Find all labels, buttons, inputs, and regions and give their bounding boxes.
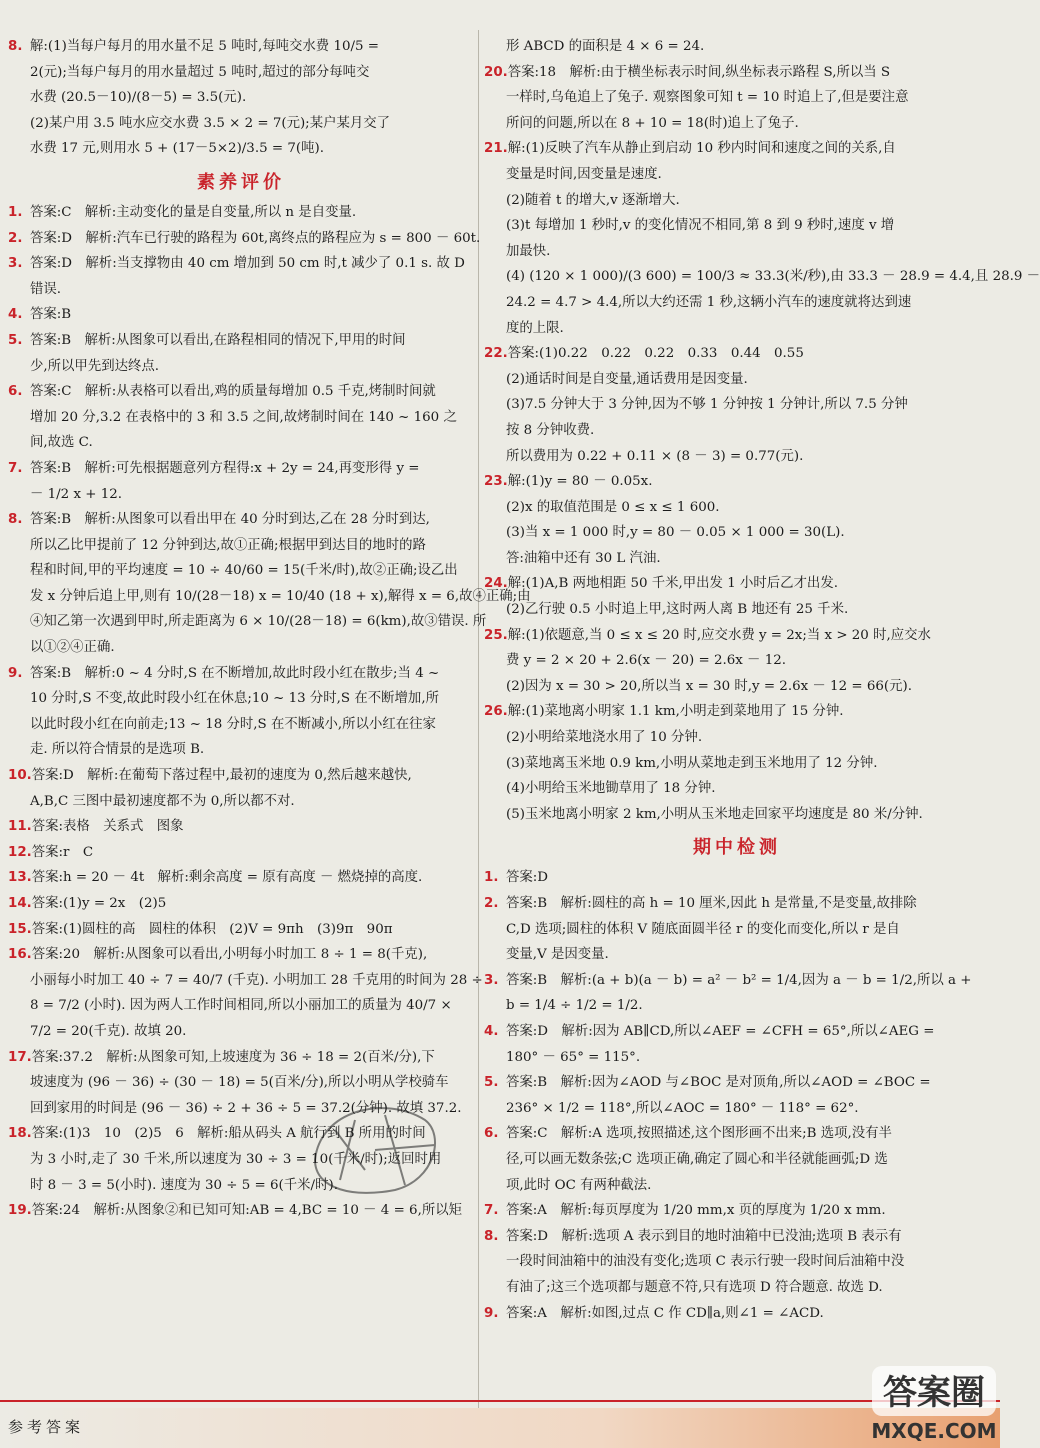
answer-entry bbox=[484, 571, 990, 622]
answer-text: (3)7.5 分钟大于 3 分钟,因为不够 1 分钟按 1 分钟计,所以 7.5 分钟 bbox=[506, 397, 908, 413]
answer-text: 发 x 分钟后追上甲,则有 10/(28－18) x = 10/40 (18 + x),解得 x = 6,故④正确;由 bbox=[30, 588, 531, 604]
answer-text: (3)当 x = 1 000 时,y = 80 － 0.05 × 1 000 = 30(L). bbox=[506, 525, 845, 541]
answer-text: 答案:20 解析:从图象可以看出,小明每小时加工 8 ÷ 1 = 8(千克), bbox=[31, 947, 428, 963]
answer-text: 答案:B 解析:0 ~ 4 分时,S 在不断增加,故此时段小红在散步;当 4 ~ bbox=[30, 665, 440, 681]
answer-entry bbox=[8, 1198, 474, 1224]
answer-text: 以此时段小红在向前走;13 ~ 18 分时,S 在不断减小,所以小红在往家 bbox=[30, 716, 436, 732]
answer-line bbox=[8, 456, 474, 482]
answer-text: 解:(1)y = 80 － 0.05x. bbox=[507, 474, 653, 490]
answer-entry bbox=[8, 891, 474, 917]
answer-entry bbox=[484, 623, 990, 700]
question-number: 9. bbox=[8, 665, 23, 681]
answer-text: 答案:18 解析:由于横坐标表示时间,纵坐标表示路程 S,所以当 S bbox=[507, 64, 891, 80]
answer-text: 一段时间油箱中的油没有变化;选项 C 表示行驶一段时间后油箱中没 bbox=[506, 1254, 905, 1270]
answer-line bbox=[484, 392, 990, 418]
watermark-text: 答案圈 bbox=[883, 1373, 985, 1413]
answer-text: 水费 17 元,则用水 5 + (17－5×2)/3.5 = 7(吨). bbox=[30, 141, 324, 157]
answer-text: (2)乙行驶 0.5 小时追上甲,这时两人离 B 地还有 25 千米. bbox=[506, 602, 849, 618]
answer-text: ④知乙第一次遇到甲时,所走距离为 6 × 10/(28－18) = 6(km),故③错误. 所 bbox=[30, 614, 487, 630]
answer-line bbox=[484, 546, 990, 572]
answer-entry bbox=[8, 763, 474, 814]
answer-line bbox=[8, 379, 474, 405]
answer-text: 径,可以画无数条弦;C 选项正确,确定了圆心和半径就能画弧;D 选 bbox=[506, 1151, 888, 1167]
answer-text: 7/2 = 20(千克). 故填 20. bbox=[30, 1023, 187, 1039]
answer-text: (2)随着 t 的增大,v 逐渐增大. bbox=[506, 192, 680, 208]
answer-line bbox=[8, 942, 474, 968]
answer-text: b = 1/4 ÷ 1/2 = 1/2. bbox=[506, 998, 643, 1014]
answer-text: 答案:C 解析:A 选项,按照描述,这个图形画不出来;B 选项,没有半 bbox=[506, 1126, 892, 1142]
answer-entry bbox=[484, 1121, 990, 1198]
answer-line bbox=[8, 558, 474, 584]
answer-text: 答案:B 解析:从图象可以看出甲在 40 分时到达,乙在 28 分时到达, bbox=[30, 512, 430, 528]
answer-entry bbox=[484, 1019, 990, 1070]
answer-entry bbox=[8, 379, 474, 456]
footer-label: 参考答案 bbox=[8, 1418, 85, 1436]
answer-entry bbox=[484, 865, 990, 891]
answer-text: 答案:C 解析:主动变化的量是自变量,所以 n 是自变量. bbox=[30, 204, 357, 220]
answer-entry bbox=[8, 917, 474, 943]
answer-entry bbox=[8, 328, 474, 379]
answer-text: 解:(1)菜地离小明家 1.1 km,小明走到菜地用了 15 分钟. bbox=[507, 704, 844, 720]
answer-line bbox=[484, 520, 990, 546]
answer-text: 所问的问题,所以在 8 + 10 = 18(时)追上了兔子. bbox=[506, 115, 799, 131]
question-number: 8. bbox=[8, 512, 23, 528]
answer-text: 水费 (20.5－10)/(8－5) = 3.5(元). bbox=[30, 90, 247, 106]
answer-line bbox=[484, 162, 990, 188]
answer-text: 答案:(1)3 10 (2)5 6 解析:船从码头 A 航行到 B 所用的时间 bbox=[31, 1126, 426, 1142]
answer-text: 答案:B 解析:因为∠AOD 与∠BOC 是对顶角,所以∠AOD = ∠BOC = bbox=[506, 1075, 931, 1091]
answer-entry bbox=[484, 341, 990, 469]
answer-line bbox=[484, 495, 990, 521]
answer-line bbox=[8, 533, 474, 559]
answer-text: 180° － 65° = 115°. bbox=[506, 1049, 641, 1065]
answer-text: (2)因为 x = 30 > 20,所以当 x = 30 时,y = 2.6x － 12 = 66(元). bbox=[506, 678, 912, 694]
answer-line bbox=[8, 302, 474, 328]
answer-line bbox=[484, 597, 990, 623]
answer-entry bbox=[8, 200, 474, 226]
answer-line bbox=[484, 1173, 990, 1199]
answer-line bbox=[8, 200, 474, 226]
answer-text: (4) (120 × 1 000)/(3 600) = 100/3 ≈ 33.3(米/秒),由 33.3 － 28.9 = 4.4,且 28.9 － bbox=[506, 269, 1040, 285]
question-number: 14. bbox=[8, 896, 32, 911]
answer-text: 项,此时 OC 有两种截法. bbox=[506, 1177, 652, 1193]
answer-line bbox=[484, 1121, 990, 1147]
answer-line bbox=[484, 316, 990, 342]
question-number: 3. bbox=[484, 972, 499, 988]
answer-text: 答案:h = 20 － 4t 解析:剩余高度 = 原有高度 － 燃烧掉的高度. bbox=[31, 870, 423, 886]
answer-line bbox=[8, 789, 474, 815]
answer-text: 答案:D bbox=[506, 870, 549, 886]
answer-entry bbox=[484, 136, 1040, 341]
answer-text: 答案:r C bbox=[31, 844, 94, 860]
answer-line bbox=[484, 290, 990, 316]
question-number: 8. bbox=[8, 39, 23, 54]
answer-text: 236° × 1/2 = 118°,所以∠AOC = 180° － 118° = 62°. bbox=[506, 1100, 859, 1116]
question-number: 8. bbox=[484, 1228, 499, 1244]
answer-text: 解:(1)A,B 两地相距 50 千米,甲出发 1 小时后乙才出发. bbox=[507, 576, 838, 592]
answer-text: 变量是时间,因变量是速度. bbox=[506, 166, 662, 182]
answer-text: C,D 选项;圆柱的体积 V 随底面圆半径 r 的变化而变化,所以 r 是自 bbox=[506, 921, 900, 937]
answer-line bbox=[484, 444, 990, 470]
section-title: 素养评价 bbox=[197, 171, 285, 193]
answer-line bbox=[484, 213, 990, 239]
answer-text: 小丽每小时加工 40 ÷ 7 = 40/7 (千克). 小明加工 28 千克用的时间为 28 ÷ bbox=[30, 972, 483, 988]
answer-text: 答案:B 解析:从图象可以看出,在路程相同的情况下,甲用的时间 bbox=[30, 332, 406, 348]
answer-line bbox=[8, 277, 474, 303]
answer-text: 答案:37.2 解析:从图象可知,上坡速度为 36 ÷ 18 = 2(百米/分),下 bbox=[31, 1049, 435, 1065]
answer-text: (3)t 每增加 1 秒时,v 的变化情况不相同,第 8 到 9 秒时,速度 v 增 bbox=[506, 218, 895, 234]
question-number: 20. bbox=[484, 64, 508, 80]
answer-text: (2)某户用 3.5 吨水应交水费 3.5 × 2 = 7(元);某户某月交了 bbox=[30, 115, 391, 131]
answer-text: 坡速度为 (96 － 36) ÷ (30 － 18) = 5(百米/分),所以小明从学校骑车 bbox=[30, 1075, 449, 1091]
answer-line bbox=[8, 405, 474, 431]
answer-text: 答案:B bbox=[30, 307, 72, 323]
question-number: 24. bbox=[484, 576, 508, 592]
answer-line bbox=[484, 623, 990, 649]
answer-text: 答案:24 解析:从图象②和已知可知:AB = 4,BC = 10 － 4 = 6,所以矩 bbox=[31, 1203, 463, 1219]
question-number: 13. bbox=[8, 870, 32, 886]
answer-entry bbox=[484, 699, 990, 827]
answer-line bbox=[8, 85, 474, 111]
answer-line bbox=[8, 251, 474, 277]
question-number: 7. bbox=[484, 1203, 499, 1219]
answer-text: 一样时,乌龟追上了兔子. 观察图象可知 t = 10 时追上了,但是要注意 bbox=[506, 90, 909, 106]
question-number: 5. bbox=[8, 332, 23, 348]
answer-entry bbox=[8, 302, 474, 328]
answer-line bbox=[484, 1275, 990, 1301]
answer-text: (5)玉米地离小明家 2 km,小明从玉米地走回家平均速度是 80 米/分钟. bbox=[506, 806, 923, 822]
answer-line bbox=[8, 430, 474, 456]
answer-entry bbox=[8, 840, 474, 866]
answer-text: 时 8 － 3 = 5(小时). 速度为 30 ÷ 5 = 6(千米/时). bbox=[30, 1177, 338, 1193]
answer-line bbox=[484, 34, 990, 60]
answer-line bbox=[8, 34, 474, 60]
answer-line bbox=[484, 1301, 990, 1327]
handwritten-stamp bbox=[295, 1090, 455, 1200]
answer-text: 少,所以甲先到达终点. bbox=[30, 358, 160, 374]
question-number: 6. bbox=[8, 384, 23, 400]
answer-text: 度的上限. bbox=[506, 320, 564, 336]
answer-line bbox=[484, 136, 990, 162]
question-number: 17. bbox=[8, 1049, 32, 1065]
section-title: 期中检测 bbox=[693, 837, 781, 859]
answer-line bbox=[484, 571, 990, 597]
answer-line bbox=[8, 814, 474, 840]
answer-line bbox=[484, 341, 990, 367]
answer-line bbox=[484, 264, 1040, 290]
question-number: 12. bbox=[8, 844, 32, 860]
question-number: 3. bbox=[8, 256, 23, 272]
answer-text: 答案:表格 关系式 图象 bbox=[31, 819, 184, 835]
answer-text: 回到家用的时间是 (96 － 36) ÷ 2 + 36 ÷ 5 = 37.2(分钟). 故填 37.2. bbox=[30, 1100, 462, 1116]
answer-text: 答案:B 解析:圆柱的高 h = 10 厘米,因此 h 是常量,不是变量,故排除 bbox=[506, 896, 917, 911]
answer-line bbox=[484, 751, 990, 777]
footer-rule bbox=[0, 1400, 1000, 1402]
answer-line bbox=[484, 891, 990, 917]
answer-text: (3)菜地离玉米地 0.9 km,小明从菜地走到玉米地用了 12 分钟. bbox=[506, 755, 878, 771]
answer-text: 24.2 = 4.7 > 4.4,所以大约还需 1 秒,这辆小汽车的速度就将达到速 bbox=[506, 294, 912, 310]
answer-entry bbox=[484, 34, 990, 60]
answer-entry bbox=[484, 968, 990, 1019]
answer-text: 解:(1)反映了汽车从静止到启动 10 秒内时间和速度之间的关系,自 bbox=[507, 141, 896, 157]
answer-text: (2)通话时间是自变量,通话费用是因变量. bbox=[506, 371, 748, 387]
answer-text: 间,故选 C. bbox=[30, 435, 93, 451]
answer-entry bbox=[484, 1198, 990, 1224]
question-number: 16. bbox=[8, 947, 32, 963]
answer-line bbox=[484, 865, 990, 891]
answer-line bbox=[484, 1070, 990, 1096]
answer-text: 变量,V 是因变量. bbox=[506, 947, 609, 963]
answer-line bbox=[484, 1147, 990, 1173]
answer-entry bbox=[8, 814, 474, 840]
answer-entry bbox=[484, 1070, 990, 1121]
answer-line bbox=[8, 136, 474, 162]
answer-entry bbox=[8, 34, 474, 162]
answer-line bbox=[8, 891, 474, 917]
answer-line bbox=[484, 469, 990, 495]
answer-line bbox=[484, 802, 990, 828]
answer-text: － 1/2 x + 12. bbox=[30, 486, 123, 502]
question-number: 5. bbox=[484, 1075, 499, 1091]
answer-entry bbox=[8, 226, 481, 252]
answer-text: (2)x 的取值范围是 0 ≤ x ≤ 1 600. bbox=[506, 499, 720, 515]
answer-text: 有油了;这三个选项都与题意不符,只有选项 D 符合题意. 故选 D. bbox=[506, 1279, 883, 1295]
answer-entry bbox=[8, 251, 474, 302]
answer-line bbox=[484, 1045, 990, 1071]
answer-text: 按 8 分钟收费. bbox=[506, 422, 595, 438]
answer-text: 形 ABCD 的面积是 4 × 6 = 24. bbox=[506, 39, 705, 54]
answer-entry bbox=[484, 1224, 990, 1301]
question-number: 15. bbox=[8, 921, 32, 937]
answer-line bbox=[484, 1249, 990, 1275]
answer-line bbox=[8, 737, 474, 763]
answer-line bbox=[484, 367, 990, 393]
answer-line bbox=[8, 712, 474, 738]
answer-line bbox=[484, 188, 990, 214]
answer-line bbox=[8, 60, 474, 86]
right-column bbox=[484, 34, 1040, 1326]
answer-line bbox=[484, 239, 990, 265]
question-number: 11. bbox=[8, 819, 32, 835]
question-number: 7. bbox=[8, 460, 23, 476]
answer-line bbox=[8, 840, 474, 866]
answer-text: (2)小明给菜地浇水用了 10 分钟. bbox=[506, 730, 703, 746]
answer-text: 8 = 7/2 (小时). 因为两人工作时间相同,所以小丽加工的质量为 40/7 × bbox=[30, 998, 452, 1014]
watermark-logo bbox=[870, 1360, 1000, 1448]
answer-text: 所以费用为 0.22 + 0.11 × (8 － 3) = 0.77(元). bbox=[506, 448, 804, 464]
watermark-site: MXQE.COM bbox=[871, 1419, 997, 1443]
answer-line bbox=[484, 725, 990, 751]
answer-text: 所以乙比甲提前了 12 分钟到达,故①正确;根据甲到达目的地时的路 bbox=[30, 537, 426, 553]
question-number: 6. bbox=[484, 1126, 499, 1142]
answer-text: 答案:D 解析:汽车已行驶的路程为 60t,离终点的路程应为 s = 800 － 60t. bbox=[30, 230, 481, 246]
answer-line bbox=[8, 111, 474, 137]
answer-line bbox=[8, 993, 474, 1019]
answer-line bbox=[484, 674, 990, 700]
answer-entry bbox=[484, 60, 990, 137]
answer-text: 程和时间,甲的平均速度 = 10 ÷ 40/60 = 15(千米/时),故②正确;设乙出 bbox=[30, 563, 458, 579]
answer-line bbox=[8, 661, 474, 687]
answer-text: 以①②④正确. bbox=[30, 640, 115, 656]
answer-text: 答案:D 解析:在葡萄下落过程中,最初的速度为 0,然后越来越快, bbox=[31, 768, 412, 784]
answer-line bbox=[484, 418, 990, 444]
answer-text: 走. 所以符合情景的是选项 B. bbox=[30, 742, 205, 758]
answer-text: 答案:A 解析:每页厚度为 1/20 mm,x 页的厚度为 1/20 x mm. bbox=[506, 1203, 886, 1219]
answer-text: 答案:(1)圆柱的高 圆柱的体积 (2)V = 9πh (3)9π 90π bbox=[31, 921, 393, 937]
answer-line bbox=[8, 686, 474, 712]
answer-line bbox=[484, 111, 990, 137]
answer-line bbox=[484, 85, 990, 111]
answer-text: 答案:D 解析:当支撑物由 40 cm 增加到 50 cm 时,t 减少了 0.1 s. 故 D bbox=[30, 256, 465, 272]
question-number: 1. bbox=[484, 870, 499, 886]
question-number: 10. bbox=[8, 768, 32, 784]
question-number: 4. bbox=[484, 1023, 499, 1039]
question-number: 1. bbox=[8, 204, 23, 220]
question-number: 9. bbox=[484, 1305, 499, 1321]
answer-line bbox=[484, 60, 990, 86]
answer-text: 加最快. bbox=[506, 243, 551, 259]
footer-bar bbox=[0, 1408, 1000, 1448]
answer-text: 答案:B 解析:(a + b)(a － b) = a² － b² = 1/4,因为 a － b = 1/2,所以 a + bbox=[506, 972, 972, 988]
answer-text: 2(元);当每户每月的用水量超过 5 吨时,超过的部分每吨交 bbox=[30, 64, 370, 80]
answer-entry bbox=[8, 942, 483, 1044]
question-number: 19. bbox=[8, 1203, 32, 1219]
answer-text: 费 y = 2 × 20 + 2.6(x － 20) = 2.6x － 12. bbox=[506, 653, 786, 669]
answer-line bbox=[484, 1224, 990, 1250]
answer-line bbox=[8, 507, 474, 533]
answer-line bbox=[484, 648, 990, 674]
answer-entry bbox=[8, 661, 474, 763]
question-number: 23. bbox=[484, 474, 508, 490]
answer-line bbox=[8, 1019, 474, 1045]
answer-line bbox=[8, 354, 474, 380]
answer-line bbox=[8, 968, 483, 994]
answer-line bbox=[484, 993, 990, 1019]
answer-text: 解:(1)当每户每月的用水量不足 5 吨时,每吨交水费 10/5 = bbox=[30, 39, 379, 54]
answer-line bbox=[8, 328, 474, 354]
answer-text: 答案:(1)0.22 0.22 0.22 0.33 0.44 0.55 bbox=[507, 346, 804, 362]
answer-line bbox=[8, 917, 474, 943]
answer-line bbox=[8, 635, 474, 661]
answer-line bbox=[8, 482, 474, 508]
answer-line bbox=[484, 917, 990, 943]
answer-text: 答案:D 解析:因为 AB∥CD,所以∠AEF = ∠CFH = 65°,所以∠AEG = bbox=[506, 1023, 935, 1039]
answer-line bbox=[484, 1198, 990, 1224]
answer-text: 答案:B 解析:可先根据题意列方程得:x + 2y = 24,再变形得 y = bbox=[30, 460, 420, 476]
question-number: 18. bbox=[8, 1126, 32, 1142]
answer-text: (4)小明给玉米地锄草用了 18 分钟. bbox=[506, 781, 716, 797]
question-number: 26. bbox=[484, 704, 508, 720]
answer-text: 为 3 小时,走了 30 千米,所以速度为 30 ÷ 3 = 10(千米/时);返回时用 bbox=[30, 1151, 442, 1167]
answer-line bbox=[484, 1019, 990, 1045]
answer-entry bbox=[8, 865, 474, 891]
answer-line bbox=[8, 865, 474, 891]
answer-entry bbox=[484, 469, 990, 571]
answer-entry bbox=[484, 891, 990, 968]
answer-entry bbox=[484, 1301, 990, 1327]
question-number: 4. bbox=[8, 307, 23, 323]
answer-line bbox=[8, 1198, 474, 1224]
question-number: 2. bbox=[8, 230, 23, 246]
answer-line bbox=[484, 776, 990, 802]
answer-text: 答案:C 解析:从表格可以看出,鸡的质量每增加 0.5 千克,烤制时间就 bbox=[30, 384, 436, 400]
answer-line bbox=[8, 226, 481, 252]
answer-text: 解:(1)依题意,当 0 ≤ x ≤ 20 时,应交水费 y = 2x;当 x > 20 时,应交水 bbox=[507, 627, 931, 643]
question-number: 25. bbox=[484, 627, 508, 643]
answer-text: 增加 20 分,3.2 在表格中的 3 和 3.5 之间,故烤制时间在 140 ~ 160 之 bbox=[30, 409, 457, 425]
answer-text: A,B,C 三图中最初速度都不为 0,所以都不对. bbox=[30, 793, 295, 809]
answer-line bbox=[8, 1045, 474, 1071]
answer-line bbox=[484, 968, 990, 994]
answer-line bbox=[8, 609, 487, 635]
answer-line bbox=[484, 942, 990, 968]
answer-text: 错误. bbox=[30, 281, 62, 297]
answer-text: 答案:D 解析:选项 A 表示到目的地时油箱中已没油;选项 B 表示有 bbox=[506, 1228, 902, 1244]
answer-text: 答案:A 解析:如图,过点 C 作 CD∥a,则∠1 = ∠ACD. bbox=[506, 1305, 824, 1321]
question-number: 22. bbox=[484, 346, 508, 362]
question-number: 21. bbox=[484, 141, 508, 157]
answer-text: 答案:(1)y = 2x (2)5 bbox=[31, 896, 167, 911]
answer-line bbox=[484, 1096, 990, 1122]
question-number: 2. bbox=[484, 896, 499, 911]
answer-entry bbox=[8, 456, 474, 507]
answer-text: 答:油箱中还有 30 L 汽油. bbox=[506, 550, 661, 566]
answer-text: 10 分时,S 不变,故此时段小红在休息;10 ~ 13 分时,S 在不断增加,所 bbox=[30, 691, 439, 707]
answer-line bbox=[484, 699, 990, 725]
answer-line bbox=[8, 763, 474, 789]
